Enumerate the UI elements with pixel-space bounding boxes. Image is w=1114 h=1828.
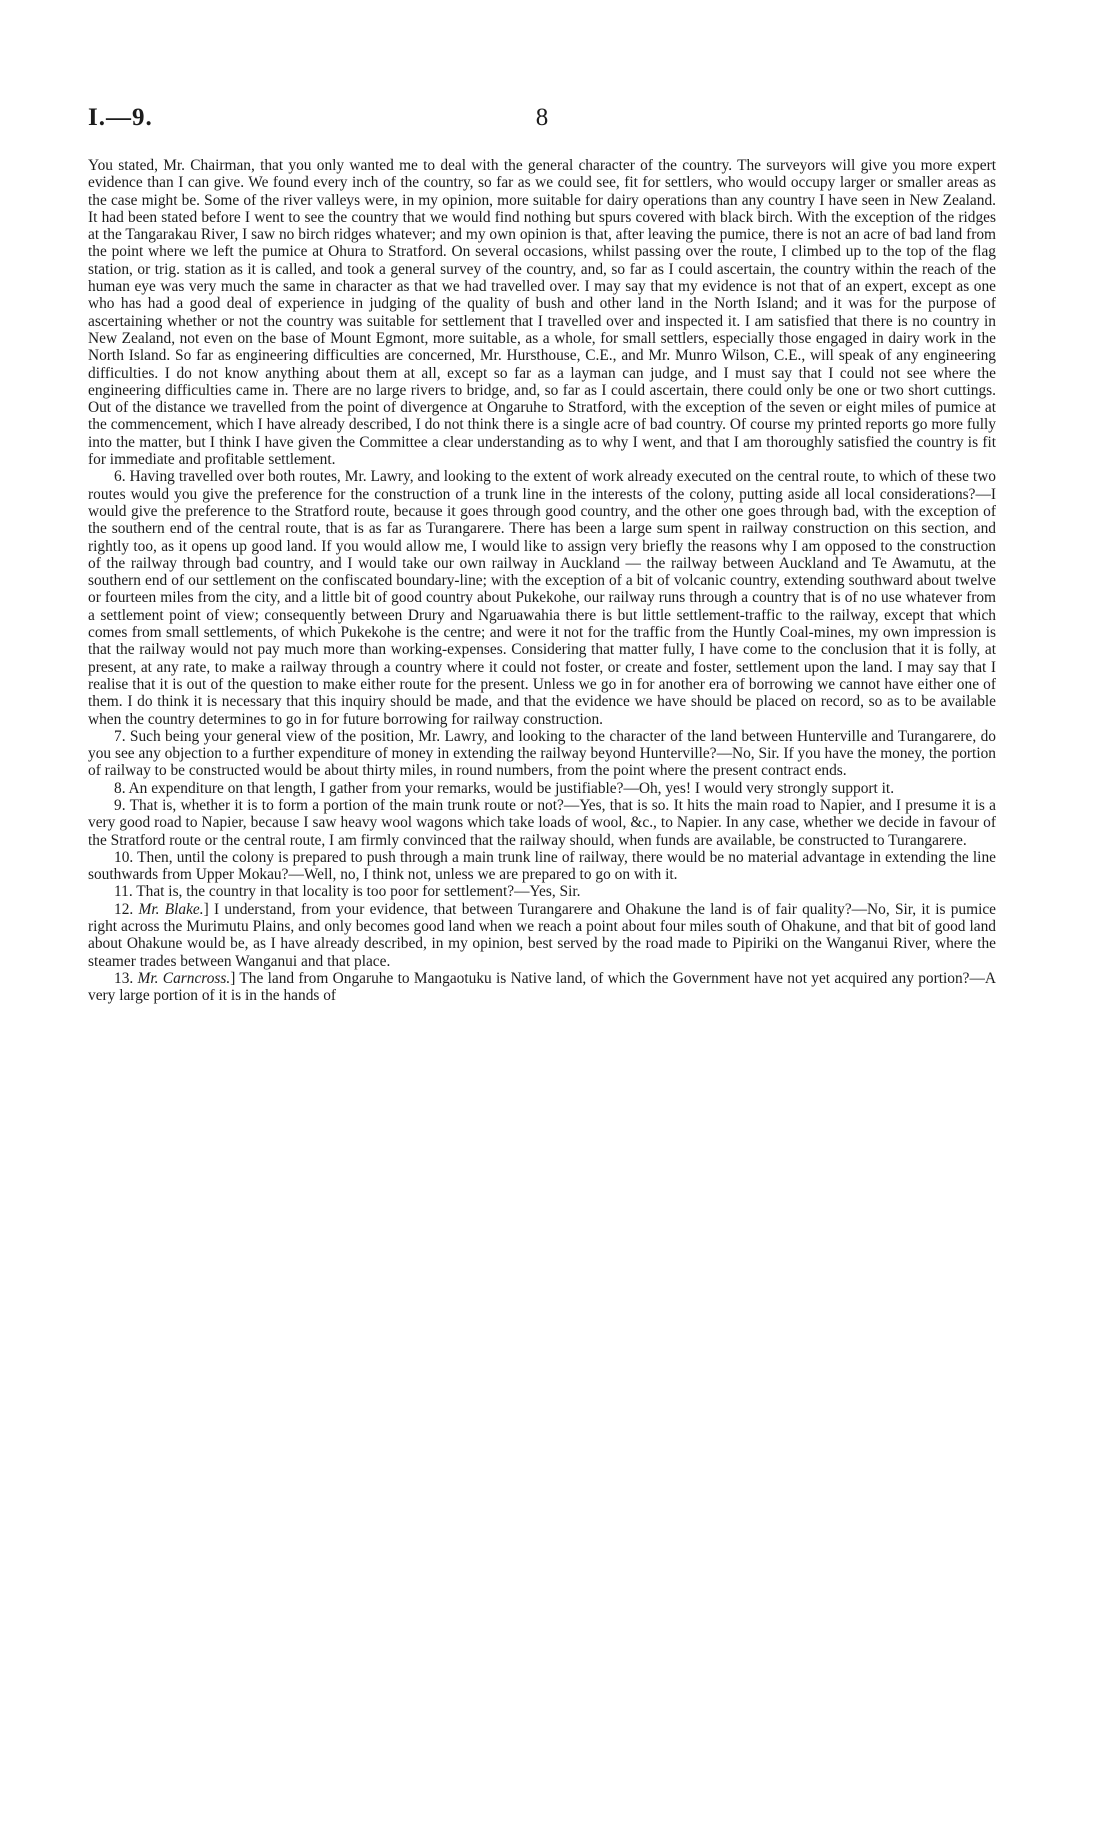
- paragraph-text: ] The land from Ongaruhe to Mangaotuku is Native land, of which the Government have not yet acquired any portion?—A very large portion of it is in the hands of: [88, 969, 996, 1005]
- paragraph-text: 9. That is, whether it is to form a portion of the main trunk route or not?—Yes, that is so. It hits the main road to Napier, and I presume it is a very good road to Napier, because I saw heavy wool wagons which take loads of wool, &c., to Napier. In any case, whether we decide in favour of the Stratford route or the central route, I am firmly convinced that the railway should, when funds are available, be constructed to Turangarere.: [88, 796, 996, 849]
- paragraph-8: [88, 780, 996, 797]
- paragraph-6: [88, 468, 996, 727]
- paragraph-7: [88, 728, 996, 780]
- paragraph-text: 6. Having travelled over both routes, Mr. Lawry, and looking to the extent of work already executed on the central route, to which of these two routes would you give the preference for the construction of a trunk line in the interests of the colony, putting aside all local considerations?—I would give the preference to the Stratford route, because it goes through good country, and the other one goes through bad, with the exception of the southern end of the central route, that is as far as Turangarere. There has been a large sum spent in railway construction on this section, and rightly too, as it opens up good land. If you would allow me, I would like to assign very briefly the reasons why I am opposed to the construction of the railway through bad country, and I would take our own railway in Auckland — the railway between Auckland and Te Awamutu, at the southern end of our settlement on the confiscated boundary-line; with the exception of a bit of volcanic country, extending southward about twelve or fourteen miles from the city, and a little bit of good country about Pukekohe, our railway runs through a country that is of no use whatever from a settlement point of view; consequently between Drury and Ngaruawahia there is but little settlement-traffic to the railway, except that which comes from small settlements, of which Pukekohe is the centre; and were it not for the traffic from the Huntly Coal-mines, my own impression is that the railway would not pay much more than working-expenses. Considering that matter fully, I have come to the conclusion that it is folly, at present, at any rate, to make a railway through a country where it could not foster, or create and foster, settlement upon the land. I may say that I realise that it is out of the question to make either route for the present. Unless we go in for another era of borrowing we cannot have either one of them. I do think it is necessary that this inquiry should be made, and that the evidence we have should be placed on record, so as to be available when the country determines to go in for future borrowing for railway construction.: [88, 468, 996, 728]
- paragraph-text: ] I understand, from your evidence, that between Turangarere and Ohakune the land is of fair quality?—No, Sir, it is pumice right across the Murimutu Plains, and only becomes good land when we reach a point about four miles south of Ohakune, and that bit of good land about Ohakune would be, as I have already described, in my opinion, best served by the road made to Pipiriki on the Wanganui River, where the steamer trades between Wanganui and that place.: [88, 900, 997, 970]
- speaker-name: Mr. Carncross.: [137, 969, 231, 987]
- page-number: 8: [535, 104, 549, 131]
- paragraph-9: [88, 797, 996, 849]
- paragraph-text: 7. Such being your general view of the position, Mr. Lawry, and looking to the character of the land between Hunterville and Turangarere, do you see any objection to a further expenditure of money in extending the railway beyond Hunterville?—No, Sir. If you have the money, the portion of railway to be constructed would be about thirty miles, in round numbers, from the point where the present contract ends.: [88, 727, 996, 780]
- paragraph-text: 8. An expenditure on that length, I gather from your remarks, would be justifiable?—Oh, yes! I would very strongly support it.: [114, 779, 895, 797]
- paragraph-text: 11. That is, the country in that locality is too poor for settlement?—Yes, Sir.: [114, 883, 581, 901]
- running-head: [88, 104, 996, 138]
- paragraph-text: You stated, Mr. Chairman, that you only wanted me to deal with the general character of the country. The surveyors will give you more expert evidence than I can give. We found every inch of the country, so far as we could see, fit for settlers, who would occupy larger or smaller areas as the case might be. Some of the river valleys were, in my opinion, more suitable for dairy operations than any country I have seen in New Zealand. It had been stated before I went to see the country that we would find nothing but spurs covered with black birch. With the exception of the ridges at the Tangarakau River, I saw no birch ridges whatever; and my own opinion is that, after leaving the pumice, there is not an acre of bad land from the point where we left the pumice at Ohura to Stratford. On several occasions, whilst passing over the route, I climbed up to the top of the flag station, or trig. station as it is called, and took a general survey of the country, and, so far as I could ascertain, the country within the reach of the human eye was very much the same in character as that we had travelled over. I may say that my evidence is not that of an expert, except as one who has had a good deal of experience in judging of the quality of bush and other land in the North Island; and it was for the purpose of ascertaining whether or not the country was suitable for settlement that I travelled over and inspected it. I am satisfied that there is no country in New Zealand, not even on the base of Mount Egmont, more suitable, as a whole, for small settlers, especially those engaged in dairy work in the North Island. So far as engineering difficulties are concerned, Mr. Hursthouse, C.E., and Mr. Munro Wilson, C.E., will speak of any engineering difficulties. I do not know anything about them at all, except so far as a layman can judge, and I must say that I could not see where the engineering difficulties came in. There are no large rivers to bridge, and, so far as I could ascertain, there could only be one or two short cuttings. Out of the distance we travelled from the point of divergence at Ongaruhe to Stratford, with the exception of the seven or eight miles of pumice at the commencement, which I have already described, I do not think there is a single acre of bad country. Of course my printed reports go more fully into the matter, but I think I have given the Committee a clear understanding as to why I went, and that I am thoroughly satisfied the country is fit for immediate and profitable settlement.: [88, 157, 996, 469]
- body-text: [88, 157, 996, 1005]
- document-reference: I.—9.: [88, 104, 153, 131]
- paragraph-10: [88, 849, 996, 884]
- paragraph-text: 10. Then, until the colony is prepared to push through a main trunk line of railway, there would be no material advantage in extending the line southwards from Upper Mokau?—Well, no, I think not, unless we are prepared to go on with it.: [88, 848, 996, 884]
- paragraph-13: 13. Mr. Carncross.] The land from Ongaruhe to Mangaotuku is Native land, of which the Government have not yet acquired any portion?—A very large portion of it is in the hands of: [88, 969, 996, 1005]
- speaker-name: Mr. Blake.: [138, 900, 204, 918]
- paragraph-11: [88, 883, 996, 900]
- paragraph-1: [88, 157, 996, 468]
- paragraph-12: 12. Mr. Blake.] I understand, from your evidence, that between Turangarere and Ohakune the land is of fair quality?—No, Sir, it is pumice right across the Murimutu Plains, and only becomes good land when we reach a point about four miles south of Ohakune, and that bit of good land about Ohakune would be, as I have already described, in my opinion, best served by the road made to Pipiriki on the Wanganui River, where the steamer trades between Wanganui and that place.: [88, 900, 997, 970]
